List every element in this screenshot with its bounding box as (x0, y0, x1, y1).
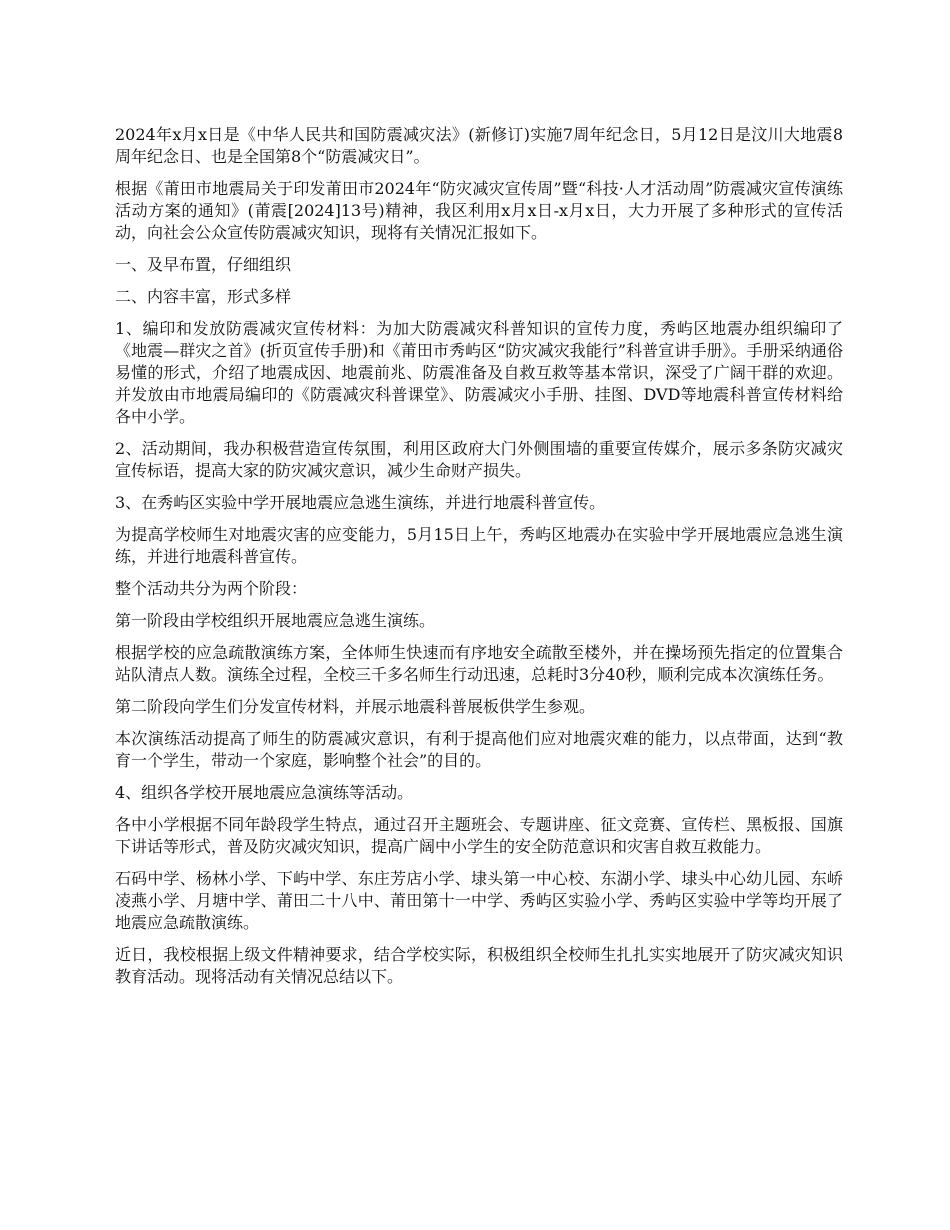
paragraph-item-3: 3、在秀屿区实验中学开展地震应急逃生演练，并进行地震科普宣传。 (115, 493, 606, 512)
paragraph-school-activities: 各中小学根据不同年龄段学生特点，通过召开主题班会、专题讲座、征文竞赛、宣传栏、黑板报、国旗下讲话等形式，普及防灾减灾知识，提高广阔中小学生的安全防范意识和灾害自救互救能力。 (115, 815, 843, 856)
paragraph-item-1: 1、编印和发放防震减灾宣传材料：为加大防震减灾科普知识的宣传力度，秀屿区地震办组织编印了《地震—群灾之首》(折页宣传手册)和《莆田市秀屿区“防灾减灾我能行”科普宣讲手册》。手册采纳通俗易懂的形式，介绍了地震成因、地震前兆、防震准备及自救互救等基本常识，深受了广阔干群的欢迎。并发放由市地震局编印的《防震减灾科普课堂》、防震减灾小手册、挂图、DVD等地震科普宣传材料给各中小学。 (115, 319, 843, 426)
paragraph-stage-two: 第二阶段向学生们分发宣传材料，并展示地震科普展板供学生参观。 (115, 697, 596, 716)
paragraph-basis: 根据《莆田市地震局关于印发莆田市2024年“防灾减灾宣传周”暨“科技·人才活动周”防震减灾宣传演练活动方案的通知》(莆震[2024]13号)精神，我区利用x月x日-x月x日，大力开展了多种形式的宣传活动，向社会公众宣传防震减灾知识，现将有关情况汇报如下。 (115, 179, 843, 242)
document-body (115, 124, 843, 998)
paragraph-drill-purpose: 为提高学校师生对地震灾害的应变能力，5月15日上午，秀屿区地震办在实验中学开展地震应急逃生演练，并进行地震科普宣传。 (115, 525, 843, 566)
paragraph-item-2: 2、活动期间，我办积极营造宣传氛围，利用区政府大门外侧围墙的重要宣传媒介，展示多条防灾减灾宣传标语，提高大家的防灾减灾意识，减少生命财产损失。 (115, 439, 843, 480)
paragraph-stage-one: 第一阶段由学校组织开展地震应急逃生演练。 (115, 611, 436, 630)
paragraph-evacuation: 根据学校的应急疏散演练方案，全体师生快速而有序地安全疏散至楼外，并在操场预先指定的位置集合站队清点人数。演练全过程，全校三千多名师生行动迅速，总耗时3分40秒，顺利完成本次演练任务。 (115, 643, 843, 684)
paragraph-intro-anniversary: 2024年x月x日是《中华人民共和国防震减灾法》(新修订)实施7周年纪念日，5月12日是汶川大地震8周年纪念日、也是全国第8个“防震减灾日”。 (115, 125, 843, 166)
section-heading-1: 一、及早布置，仔细组织 (115, 255, 292, 274)
paragraph-drill-outcome: 本次演练活动提高了师生的防震减灾意识，有利于提高他们应对地震灾难的能力，以点带面，达到“教育一个学生，带动一个家庭，影响整个社会”的目的。 (115, 729, 843, 770)
paragraph-school-list: 石码中学、杨林小学、下屿中学、东庄芳店小学、埭头第一中心校、东湖小学、埭头中心幼儿园、东峤凌燕小学、月塘中学、莆田二十八中、莆田第十一中学、秀屿区实验小学、秀屿区实验中学等均开展了地震应急疏散演练。 (115, 869, 843, 932)
paragraph-two-stages: 整个活动共分为两个阶段： (115, 579, 308, 598)
section-heading-2: 二、内容丰富，形式多样 (115, 287, 292, 306)
paragraph-item-4: 4、组织各学校开展地震应急演练等活动。 (115, 783, 414, 802)
paragraph-closing: 近日，我校根据上级文件精神要求，结合学校实际，积极组织全校师生扎扎实实地展开了防灾减灾知识教育活动。现将活动有关情况总结以下。 (115, 945, 843, 986)
